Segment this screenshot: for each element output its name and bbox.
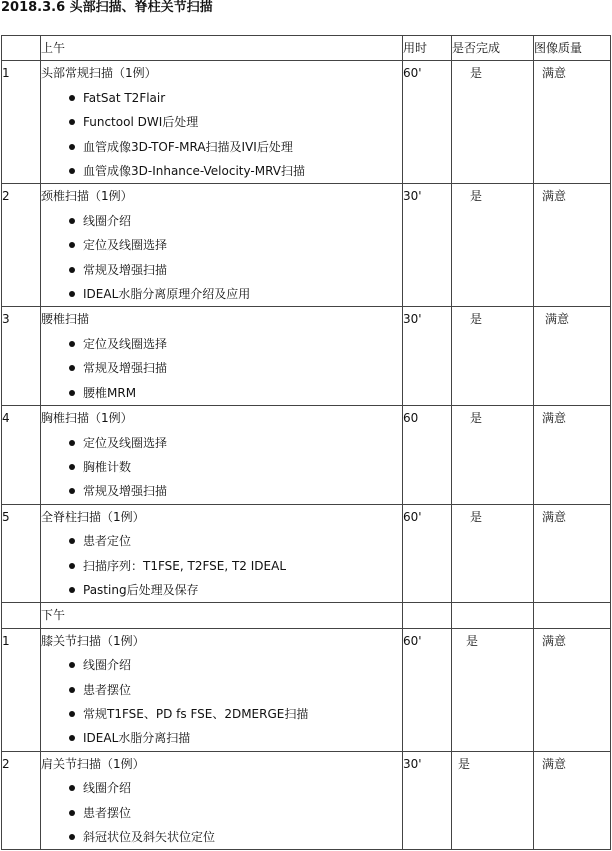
sub-item [41, 381, 402, 405]
row-number: 5 [2, 504, 41, 603]
sub-item-label: 胸椎计数 [83, 459, 132, 474]
bullet-icon [69, 440, 75, 446]
sub-item-label: IDEAL水脂分离扫描 [83, 731, 191, 746]
row-quality-cell [534, 184, 611, 307]
header-quality: 图像质量 [534, 36, 611, 61]
row-done: 是 [470, 66, 483, 81]
row-number: 3 [2, 307, 41, 406]
sub-item [41, 209, 402, 233]
afternoon-header-row [2, 603, 611, 628]
sub-item-label: 血管成像3D-TOF-MRA扫描及IVI后处理 [83, 139, 293, 154]
row-done-cell [452, 61, 534, 184]
row-quality: 满意 [545, 312, 570, 327]
row-quality-cell [534, 61, 611, 184]
row-quality-cell [534, 628, 611, 751]
row-quality: 满意 [542, 756, 567, 771]
bullet-icon [69, 563, 75, 569]
sub-item [41, 258, 402, 282]
afternoon-empty-cell [452, 603, 534, 628]
bullet-icon [69, 587, 75, 593]
row-done-cell [452, 751, 534, 850]
row-done: 是 [470, 509, 483, 524]
row-item-title: 肩关节扫描（1例） [41, 756, 145, 771]
bullet-icon [69, 144, 75, 150]
row-done: 是 [470, 411, 483, 426]
header-period: 上午 [41, 36, 403, 61]
row-item-title: 膝关节扫描（1例） [41, 633, 145, 648]
table-row [2, 751, 611, 850]
afternoon-label: 下午 [41, 603, 403, 628]
bullet-icon [69, 464, 75, 470]
sub-item [41, 356, 402, 380]
row-quality: 满意 [542, 509, 567, 524]
sub-item [41, 479, 402, 503]
sub-item-label: 患者摆位 [83, 805, 132, 820]
page-title: 2018.3.6 头部扫描、脊柱关节扫描 [1, 0, 213, 15]
header-time: 用时 [403, 36, 452, 61]
row-item-title: 腰椎扫描 [41, 312, 90, 327]
sub-item-label: 腰椎MRM [83, 385, 137, 400]
sub-item [41, 233, 402, 257]
sub-item-label: 斜冠状位及斜矢状位定位 [83, 830, 216, 844]
row-time: 60 [403, 406, 452, 505]
row-time: 30' [403, 307, 452, 406]
row-quality-cell [534, 307, 611, 406]
sub-item [41, 282, 402, 306]
sub-item-label: 常规及增强扫描 [83, 361, 168, 376]
bullet-icon [69, 95, 75, 101]
bullet-icon [69, 341, 75, 347]
sub-item-label: 定位及线圈选择 [83, 336, 168, 351]
afternoon-no-cell [2, 603, 41, 628]
sub-item-label: 常规及增强扫描 [83, 262, 168, 277]
row-item-cell [41, 184, 403, 307]
row-quality: 满意 [542, 66, 567, 81]
sub-item [41, 801, 402, 825]
sub-item-label: 患者摆位 [83, 682, 132, 697]
row-time: 30' [403, 751, 452, 850]
sub-item-label: 定位及线圈选择 [83, 435, 168, 450]
bullet-icon [69, 218, 75, 224]
row-number: 2 [2, 751, 41, 850]
header-row [2, 36, 611, 61]
sub-item [41, 455, 402, 479]
row-item-title: 胸椎扫描（1例） [41, 411, 133, 426]
row-done: 是 [466, 633, 479, 648]
sub-item [41, 825, 402, 849]
sub-item-label: 线圈介绍 [83, 781, 132, 796]
table-row [2, 406, 611, 505]
sub-item [41, 86, 402, 110]
table-row [2, 628, 611, 751]
sub-item-label: FatSat T2Flair [83, 90, 166, 105]
table-row [2, 307, 611, 406]
bullet-icon [69, 834, 75, 840]
row-time: 60' [403, 504, 452, 603]
row-item-cell [41, 751, 403, 850]
header-no-cell [2, 36, 41, 61]
sub-item [41, 653, 402, 677]
sub-item-label: 线圈介绍 [83, 213, 132, 228]
row-number: 1 [2, 628, 41, 751]
bullet-icon [69, 711, 75, 717]
sub-item-label: 患者定位 [83, 534, 132, 549]
sub-item-label: 扫描序列：T1FSE, T2FSE, T2 IDEAL [83, 558, 287, 573]
row-done-cell [452, 307, 534, 406]
sub-item-label: 血管成像3D-Inhance-Velocity-MRV扫描 [83, 164, 305, 179]
header-done: 是否完成 [452, 36, 534, 61]
bullet-icon [69, 168, 75, 174]
sub-item [41, 578, 402, 602]
row-item-title: 头部常规扫描（1例） [41, 66, 157, 81]
sub-item [41, 159, 402, 183]
sub-item [41, 726, 402, 750]
sub-item [41, 702, 402, 726]
afternoon-empty-cell [403, 603, 452, 628]
row-number: 4 [2, 406, 41, 505]
sub-item [41, 110, 402, 134]
row-quality: 满意 [542, 411, 567, 426]
sub-item-label: IDEAL水脂分离原理介绍及应用 [83, 287, 251, 302]
sub-item-label: Pasting后处理及保存 [83, 582, 199, 597]
sub-item [41, 135, 402, 159]
bullet-icon [69, 687, 75, 693]
row-quality-cell [534, 751, 611, 850]
row-done-cell [452, 504, 534, 603]
sub-item-label: 线圈介绍 [83, 658, 132, 673]
row-item-cell [41, 628, 403, 751]
row-quality: 满意 [542, 189, 567, 204]
sub-item [41, 529, 402, 553]
row-number: 2 [2, 184, 41, 307]
row-quality-cell [534, 504, 611, 603]
sub-item-label: Functool DWI后处理 [83, 115, 199, 130]
row-time: 30' [403, 184, 452, 307]
row-number: 1 [2, 61, 41, 184]
row-done: 是 [458, 756, 471, 771]
schedule-table [1, 35, 611, 850]
bullet-icon [69, 810, 75, 816]
sub-item-label: 定位及线圈选择 [83, 238, 168, 253]
sub-item-label: 常规及增强扫描 [83, 484, 168, 499]
afternoon-empty-cell [534, 603, 611, 628]
bullet-icon [69, 267, 75, 273]
sub-item [41, 332, 402, 356]
row-time: 60' [403, 61, 452, 184]
row-quality: 满意 [542, 633, 567, 648]
row-item-cell [41, 307, 403, 406]
row-item-cell [41, 61, 403, 184]
row-quality-cell [534, 406, 611, 505]
table-row [2, 504, 611, 603]
row-done-cell [452, 406, 534, 505]
row-item-title: 颈椎扫描（1例） [41, 189, 133, 204]
row-time: 60' [403, 628, 452, 751]
sub-item [41, 776, 402, 800]
sub-item [41, 554, 402, 578]
sub-item [41, 678, 402, 702]
table-row [2, 184, 611, 307]
bullet-icon [69, 390, 75, 396]
sub-item-label: 常规T1FSE、PD fs FSE、2DMERGE扫描 [83, 706, 309, 721]
table-row [2, 61, 611, 184]
row-done: 是 [470, 312, 483, 327]
sub-item [41, 431, 402, 455]
row-done-cell [452, 184, 534, 307]
row-item-title: 全脊柱扫描（1例） [41, 509, 145, 524]
row-item-cell [41, 406, 403, 505]
row-item-cell [41, 504, 403, 603]
row-done-cell [452, 628, 534, 751]
row-done: 是 [470, 189, 483, 204]
